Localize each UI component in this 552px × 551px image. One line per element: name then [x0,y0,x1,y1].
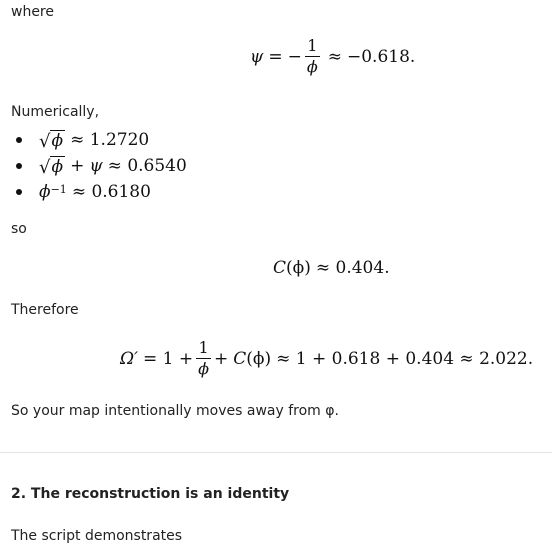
where-text: where [11,4,54,20]
minus-sign: − [287,46,302,67]
omega-symbol: Ω′ [120,348,138,369]
sqrt-phi-plus-psi-expression: √ ϕ + ψ ≈ 0.6540 [39,156,187,178]
sqrt-phi-expression [39,130,149,150]
list-item [16,180,151,204]
so-text: so [11,221,27,237]
therefore-text: Therefore [11,302,79,318]
psi-equation [250,37,415,76]
phi-inverse-expression: ϕ $^{-1}$ ≈ 0.6180 [39,182,151,202]
psi-value: −0.618. [347,46,416,67]
bullet-icon [16,189,22,195]
sqrt-symbol: √ ϕ [39,131,64,152]
section-divider [0,452,552,453]
omega-value: ≈ 1 + 0.618 + 0.404 ≈ 2.022. [276,348,534,369]
c-phi-value: ≈ 0.404. [315,258,390,278]
sqrt-phi-plus-psi-value: ≈ 0.6540 [107,156,187,176]
sqrt-phi-value: ≈ 1.2720 [70,130,150,150]
sqrt-symbol: √ ϕ [39,157,64,178]
script-note-text: The script demonstrates [11,528,183,544]
bullet-icon [16,137,22,143]
equals-sign: = [268,46,283,67]
fraction-numerator: 1 [307,36,318,55]
map-note-text: So your map intentionally moves away from φ. [11,403,339,419]
list-item [16,128,149,152]
bullet-icon [16,163,22,169]
psi-symbol: ψ [250,46,264,67]
section-heading: 2. The reconstruction is an identity [11,486,290,502]
numerically-text: Numerically, [11,104,100,120]
approx-sign: ≈ [327,46,342,67]
omega-equation: Ω′ = 1 + $\frac{1}{\phi}$ + C (ϕ) ≈ 1 + 0.618 + 0.404 ≈ 2.022. [120,338,534,378]
list-item [16,154,187,178]
fraction-denominator: ϕ [306,57,318,76]
fraction-one-over-phi: $\frac{1}{\phi}$ [198,338,209,378]
fraction-one-over-phi [305,37,320,76]
phi-inverse-value: ≈ 0.6180 [71,182,151,202]
c-phi-equation: C (ϕ) ≈ 0.404. [273,258,390,278]
